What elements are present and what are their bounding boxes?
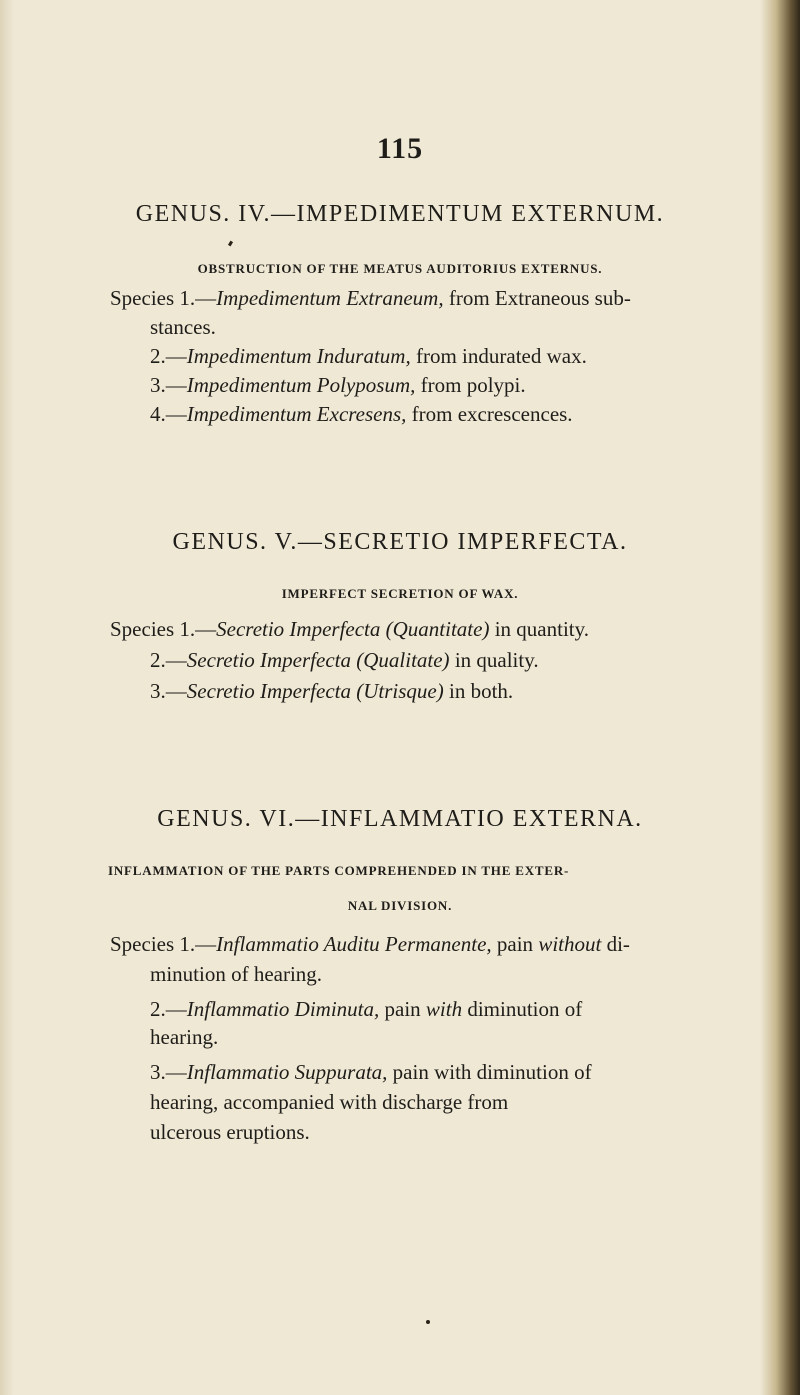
genus-vi-subheading-line1: INFLAMMATION OF THE PARTS COMPREHENDED IN THE EXTER- bbox=[108, 863, 570, 878]
genus-v-species-2: 2.—Secretio Imperfecta (Qualitate) in quality. bbox=[150, 648, 539, 672]
genus-iv-species-2: 2.—Impedimentum Induratum, from indurated wax. bbox=[150, 344, 587, 368]
ink-speck bbox=[426, 1320, 430, 1324]
ink-speck bbox=[228, 241, 233, 247]
genus-iv-species-3: 3.—Impedimentum Polyposum, from polypi. bbox=[150, 373, 526, 397]
genus-iv-heading: GENUS. IV.—IMPEDIMENTUM EXTERNUM. bbox=[135, 201, 665, 227]
page-number: 115 bbox=[376, 132, 424, 165]
genus-iv-species-1: Species 1.—Impedimentum Extraneum, from Extraneous sub- bbox=[110, 286, 631, 310]
genus-vi-species-2-cont: hearing. bbox=[150, 1025, 219, 1049]
genus-vi-species-1: Species 1.—Inflammatio Auditu Permanente, pain without di- bbox=[110, 932, 630, 956]
genus-vi-species-3-cont2: ulcerous eruptions. bbox=[150, 1120, 310, 1144]
genus-vi-species-3-cont: hearing, accompanied with discharge from bbox=[150, 1090, 509, 1114]
genus-iv-species-4: 4.—Impedimentum Excresens, from excrescences. bbox=[150, 402, 573, 426]
genus-v-species-3: 3.—Secretio Imperfecta (Utrisque) in both. bbox=[150, 679, 514, 703]
genus-vi-species-1-cont: minution of hearing. bbox=[150, 962, 323, 986]
genus-v-heading: GENUS. V.—SECRETIO IMPERFECTA. bbox=[172, 529, 628, 555]
genus-iv-subheading: OBSTRUCTION OF THE MEATUS AUDITORIUS EXTERNUS. bbox=[197, 261, 603, 276]
genus-v-subheading: IMPERFECT SECRETION OF WAX. bbox=[281, 586, 519, 601]
genus-vi-species-2: 2.—Inflammatio Diminuta, pain with diminution of bbox=[150, 997, 583, 1021]
genus-v-species-1: Species 1.—Secretio Imperfecta (Quantitate) in quantity. bbox=[110, 617, 590, 641]
genus-vi-subheading-line2: NAL DIVISION. bbox=[347, 898, 453, 913]
genus-vi-heading: GENUS. VI.—INFLAMMATIO EXTERNA. bbox=[157, 806, 643, 832]
genus-vi-species-3: 3.—Inflammatio Suppurata, pain with diminution of bbox=[150, 1060, 592, 1084]
genus-iv-species-1-cont: stances. bbox=[150, 315, 216, 339]
